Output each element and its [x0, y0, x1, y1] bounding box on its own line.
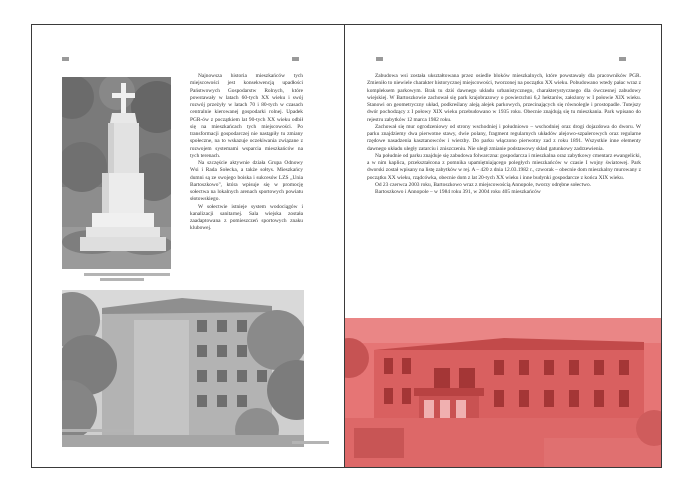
left-paragraph-1: Najnowsza historia mieszkańców tych miejscowości jest konsekwencją upadłości Państwowych Gospodarstw Rolnych, które powstawały w latach 60-tych XX wieku i swój rozwój przeżyły w latach 70 i 80-tych w czasach centralnie kierowanej gospodarki rolnej. Upadek PGR-ów z początkiem lat 90-tych XX wieku odbił się na mieszkańcach tych miejscowości. Po transformacji gospodarczej nie nastąpiły tu zmiany społeczne, na to wskazuje oczekiwania związane z rozwojem systemami wsparcia mieszkańców na tych terenach.: [190, 73, 303, 159]
right-page: [344, 24, 662, 468]
right-column-text: [367, 73, 641, 196]
page-marker-left-2: [292, 57, 299, 61]
right-paragraph-5: Bartoszkowo i Annopole – w 1984 roku 391, w 2004 roku 405 mieszkańców: [375, 189, 541, 195]
photo-caption-bar-short: [100, 278, 144, 281]
right-paragraph-2: Zachował się mur ogrodzeniowy od strony wschodniej i południowo – wschodniej oraz drogi dojazdowa do dworu. W parku znajdziemy dwa pierwotne stawy, dwie polany, fragment regularnych układów alejowo-szpalerowych oraz regularne rzędowe nasadzenia kasztanowców i wierzby. Do parku włączono pierwotny zad z roku 1891. Wszystkie inne elementy dawnego układu uległy zatarciu i zniszczeniu. Nie uległ zmianie podstawowy skład gatunkowy zadrzewienia.: [367, 123, 641, 152]
monument-photo: [62, 77, 171, 269]
left-page: [31, 24, 344, 468]
bottom-caption-bar-right: [292, 441, 329, 444]
right-paragraph-1: Zabudowa wsi została ukształtowana przez osiedle bloków mieszkalnych, które powstawały dla pracowników PGR. Zmieniło to niewiele charakter historycznej miejscowości, tworzonej na początku XX wieku. Pobudowano wtedy pałac wraz z kompleksem parkowym. Brak tu dziś dawnego układu urbanistycznego, charakterystycznego dla ówczesnej zabudowy wiejskiej. W Bartoszkowie zachował się park krajobrazowy o powierzchni 6,2 hektarów, założony w I połowie XIX wieku. Stanowi on geometryczny układ, podkreślany aleją alejek parkowych, przecinających się równolegle i prostopadle. Tutejszy dwór pochodzący z I połowy XIX wieku przebudowano w 1935 roku. Obecnie znajdują się tu mieszkania. Park wpisano do rejestru zabytków 12 marca 1982 roku.: [367, 73, 641, 123]
page-marker-left: [62, 57, 69, 61]
manor-house-photo: [344, 318, 662, 468]
left-column-text: [190, 73, 303, 233]
apartment-block-photo: [62, 290, 304, 447]
left-paragraph-2: Na szczęście aktywnie działa Grupa Odnowy Wsi i Rada Sołecka, a także sołtys. Mieszkańcy dumni są ze swojego boiska i sukcesów LZS „Unia Bartoszkowo", która wpisuje się w promocję sołectwa na lokalnych arenach sportowych powiatu słotowskiego.: [190, 160, 303, 203]
bottom-caption-bar: [62, 429, 134, 432]
photo-caption-bar: [84, 273, 170, 276]
right-paragraph-4: Od 23 czerwca 2003 roku, Bartoszkowo wraz z miejscowością Annopole, tworzy odrębne sołectwo.: [375, 181, 592, 188]
right-paragraph-3: Na południe od parku znajduje się zabudowa folwarczna: gospodarcza i mieszkalna oraz zabytkowy cmentarz ewangelicki, a w nim kaplica, przekształcona z pomnika upamiętniającego poległych mieszkańców w czasie I wojny światowej. Park dworski został wpisany na listę zabytków w rej. A – 420 z dnia 12.03.1982 r., czworak – obecnie dom mieszkalny murowany z początku XX wieku, rządcówka, obecnie dom z lat 20-tych XX wieku i inne budynki gospodarcze z końca XIX wieku.: [367, 152, 641, 181]
page-marker-right-2: [619, 57, 626, 61]
page-marker-right: [376, 57, 383, 61]
left-paragraph-3: W sołectwie istnieje system wodociągów i kanalizacji sanitarnej. Sala wiejska została zaadaptowana z pomieszczeń sportowych znaku klubowej.: [190, 203, 303, 232]
